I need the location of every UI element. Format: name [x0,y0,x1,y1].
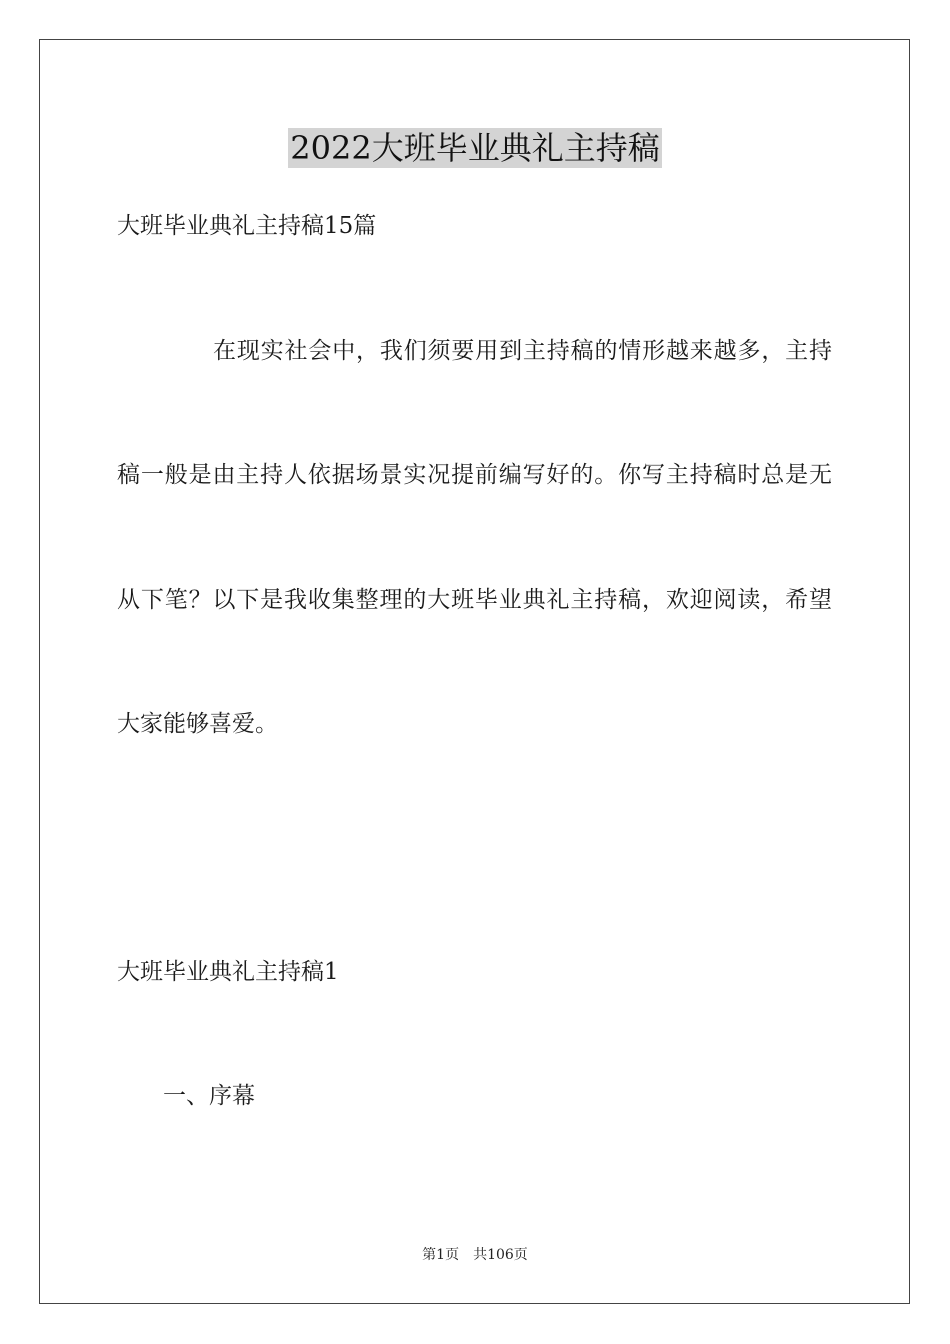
intro-paragraph-line-4: 大家能够喜爱。 [117,711,278,737]
intro-paragraph-line-2: 稿一般是由主持人依据场景实况提前编写好的。你写主持稿时总是无 [117,462,832,488]
intro-paragraph-line-3: 从下笔？以下是我收集整理的大班毕业典礼主持稿，欢迎阅读，希望 [117,587,832,613]
intro-paragraph-line-1: 在现实社会中，我们须要用到主持稿的情形越来越多，主持 [213,338,832,364]
subsection-heading: 一、序幕 [163,1083,255,1109]
title-container [0,128,950,168]
document-subtitle: 大班毕业典礼主持稿15篇 [117,213,377,239]
page-footer [0,1246,950,1264]
page-number-label: 第1页 共106页 [422,1247,528,1263]
section-heading: 大班毕业典礼主持稿1 [117,959,339,985]
document-title: 2022大班毕业典礼主持稿 [290,129,660,167]
